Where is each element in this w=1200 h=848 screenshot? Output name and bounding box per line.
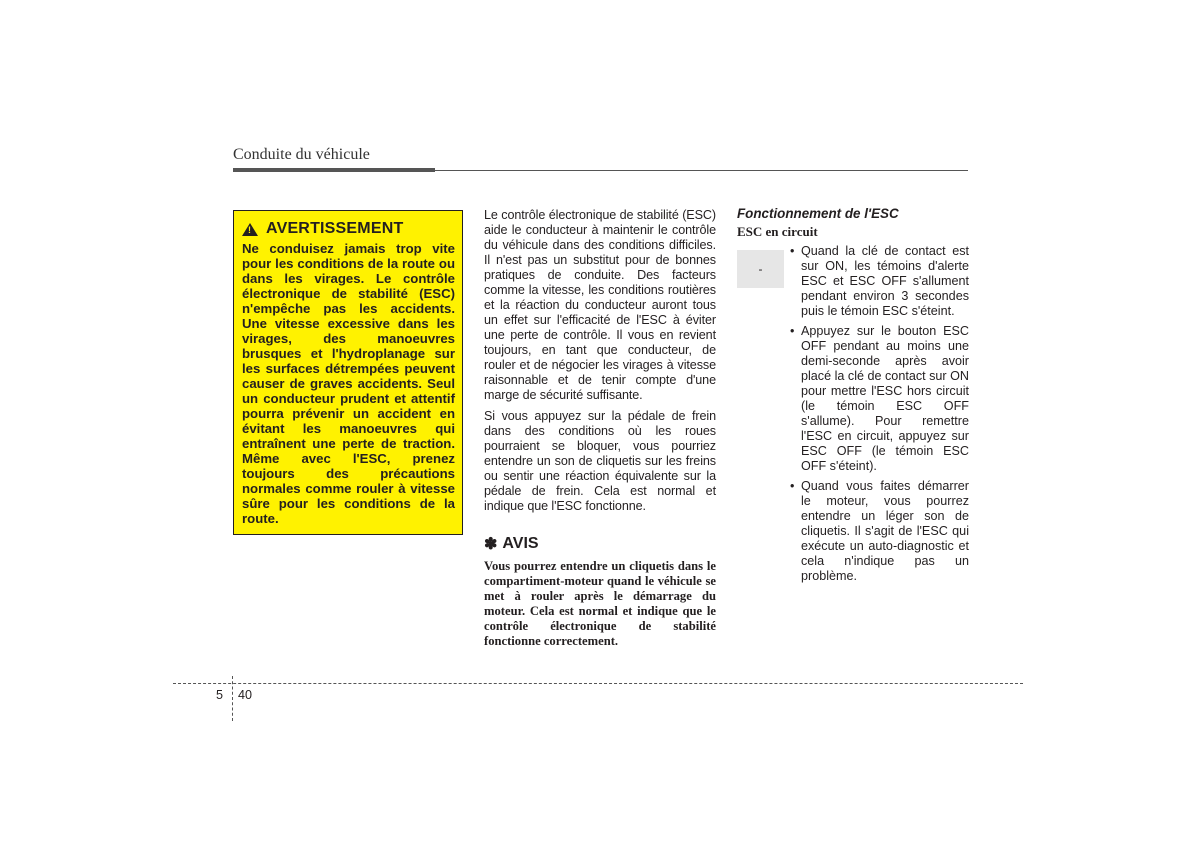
header-rule-thin (435, 170, 968, 171)
page-header-title: Conduite du véhicule (233, 146, 370, 163)
list-item: • Quand vous faites démarrer le moteur, vous pourrez entendre un léger son de cliquetis. Il s'agit de l'ESC qui exécute un auto-diagnostic et cela n'indique pas un problème. (789, 479, 969, 584)
warning-title: AVERTISSEMENT (266, 220, 404, 237)
footer-vertical-rule (232, 676, 233, 721)
right-column (737, 206, 969, 589)
paragraph-brake-pedal: Si vous appuyez sur la pédale de frein dans des conditions où les roues pourraient se bloquer, vous pourriez entendre un son de cliquetis sur les freins ou sentir une réaction équivalente sur la pédale de frein. Cela est normal et indique que l'ESC fonctionne. (484, 409, 716, 513)
avis-body: Vous pourrez entendre un cliquetis dans le compartiment-moteur quand le véhicule se met à rouler après le démarrage du moteur. Cela est normal et indique que le contrôle électronique de stabilité fonctionne correctement. (484, 559, 716, 648)
avis-title: AVIS (502, 535, 539, 552)
asterisk-icon: ✽ (484, 536, 498, 553)
paragraph-esc-intro: Le contrôle électronique de stabilité (ESC) aide le conducteur à maintenir le contrôle du véhicule dans des conditions difficiles. Il n'est pas un substitut pour de bonnes pratiques de conduite. Des facteurs comme la vitesse, les conditions routières et la réaction du conducteur auront tous un effet sur l'efficacité de l'ESC à éviter une perte de contrôle. Il vous en revient toujours, en tant que conducteur, de rouler et de négocier les virages à vitesse raisonnable et de tenir compte d'une marge de sécurité suffisante. (484, 208, 716, 402)
esc-bullets-block (737, 244, 969, 584)
avis-header (484, 534, 716, 554)
footer-dashed-rule (173, 683, 1023, 684)
chapter-number: 5 (216, 688, 224, 702)
indicator-placeholder-box: - (737, 250, 784, 288)
section-title: Fonctionnement de l'ESC (737, 206, 899, 221)
warning-box (233, 210, 463, 535)
warning-header (242, 220, 455, 238)
list-item: • Appuyez sur le bouton ESC OFF pendant au moins une demi-seconde après avoir placé la clé de contact sur ON pour mettre l'ESC hors circuit (le témoin ESC OFF s'allume). Pour remettre l'ESC en circuit, appuyez sur ESC OFF (le témoin ESC OFF s'éteint). (789, 324, 969, 474)
page-number: 40 (238, 688, 253, 702)
header-rule-thick (233, 168, 435, 172)
list-item: • Quand la clé de contact est sur ON, les témoins d'alerte ESC et ESC OFF s'allument pendant environ 3 secondes puis le témoin ESC s'éteint. (789, 244, 969, 319)
middle-column (484, 208, 716, 649)
warning-body: Ne conduisez jamais trop vite pour les conditions de la route ou dans les virages. Le contrôle électronique de stabilité (ESC) n'empêche pas les accidents. Une vitesse excessive dans les virages, des manoeuvres brusques et l'hydroplanage sur les surfaces détrempées peuvent causer de graves accidents. Seul un conducteur prudent et attentif pourra prévenir un accident en évitant les manoeuvres qui entraînent une perte de traction. Même avec l'ESC, prenez toujours des précautions normales comme rouler à vitesse sûre pour les conditions de la route. (242, 241, 455, 526)
warning-triangle-icon (242, 223, 258, 236)
esc-bullet-list (737, 244, 969, 584)
sub-title: ESC en circuit (737, 224, 818, 239)
